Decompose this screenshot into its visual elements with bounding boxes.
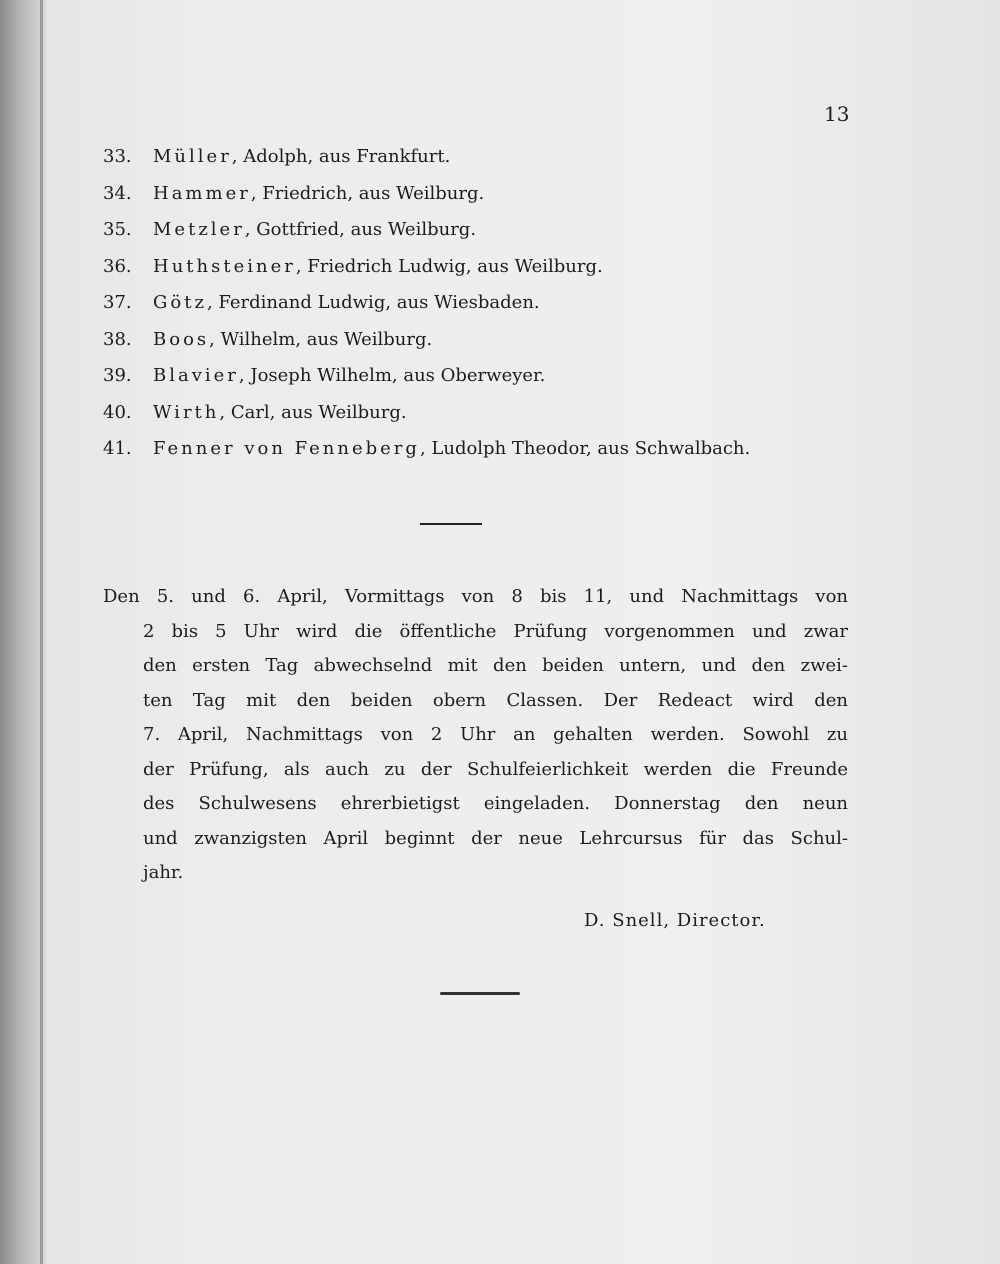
- text-line: der Prüfung, als auch zu der Schulfeierlichkeit werden die Freunde: [143, 758, 848, 780]
- surname: Fenner von Fenneberg: [153, 438, 420, 459]
- student-entry: [103, 329, 750, 366]
- text-line: 2 bis 5 Uhr wird die öffentliche Prüfung vorgenommen und zwar: [143, 620, 848, 642]
- student-entry: [103, 438, 750, 475]
- text-line: des Schulwesens ehrerbietigst eingeladen. Donnerstag den neun: [143, 793, 848, 814]
- surname: Hammer: [153, 182, 251, 204]
- entry-number: 37.: [103, 292, 132, 313]
- page-number: 13: [824, 102, 850, 126]
- text-line: 7. April, Nachmittags von 2 Uhr an gehalten werden. Sowohl zu: [143, 724, 848, 745]
- student-entry: [103, 219, 750, 256]
- surname: Boos: [153, 328, 210, 350]
- surname: Blavier: [153, 365, 239, 386]
- entry-details: , Joseph Wilhelm, aus Oberweyer.: [238, 365, 546, 386]
- entry-number: 39.: [103, 365, 132, 386]
- entry-number: 34.: [103, 182, 132, 204]
- surname: Huthsteiner: [153, 255, 296, 277]
- student-entry: [103, 256, 750, 293]
- signature: D. Snell, Director.: [584, 910, 766, 931]
- surname: Metzler: [153, 219, 245, 240]
- student-entry: [103, 365, 750, 402]
- entry-number: 36.: [103, 255, 132, 277]
- surname: Müller: [153, 146, 232, 167]
- text-line: und zwanzigsten April beginnt der neue Lehrcursus für das Schul-: [143, 827, 848, 849]
- entry-details: , Gottfried, aus Weilburg.: [244, 219, 477, 240]
- student-list: [103, 146, 750, 475]
- entry-number: 41.: [103, 438, 132, 459]
- text-line: ten Tag mit den beiden obern Classen. Der Redeact wird den: [143, 689, 848, 711]
- entry-number: 38.: [103, 328, 132, 350]
- entry-details: , Wilhelm, aus Weilburg.: [209, 328, 433, 350]
- entry-number: 35.: [103, 219, 132, 240]
- entry-details: , Adolph, aus Frankfurt.: [231, 146, 451, 167]
- entry-details: , Friedrich Ludwig, aus Weilburg.: [295, 255, 603, 277]
- text-line: den ersten Tag abwechselnd mit den beiden untern, und den zwei-: [143, 655, 848, 676]
- end-rule: [440, 992, 520, 995]
- entry-details: , Ludolph Theodor, aus Schwalbach.: [419, 438, 751, 459]
- entry-details: , Carl, aus Weilburg.: [219, 401, 407, 423]
- entry-details: , Friedrich, aus Weilburg.: [250, 182, 485, 204]
- binding-edge: [40, 0, 43, 1264]
- student-entry: [103, 402, 750, 439]
- surname: Götz: [153, 292, 207, 313]
- student-entry: [103, 146, 750, 183]
- text-line: Den 5. und 6. April, Vormittags von 8 bis 11, und Nachmittags von: [103, 586, 848, 607]
- surname: Wirth: [153, 401, 220, 423]
- announcement-paragraph: [103, 580, 848, 891]
- student-entry: [103, 183, 750, 220]
- student-entry: [103, 292, 750, 329]
- entry-number: 33.: [103, 146, 132, 167]
- text-line: jahr.: [143, 862, 184, 883]
- entry-number: 40.: [103, 401, 132, 423]
- separator-rule: [420, 523, 482, 525]
- entry-details: , Ferdinand Ludwig, aus Wiesbaden.: [206, 292, 540, 313]
